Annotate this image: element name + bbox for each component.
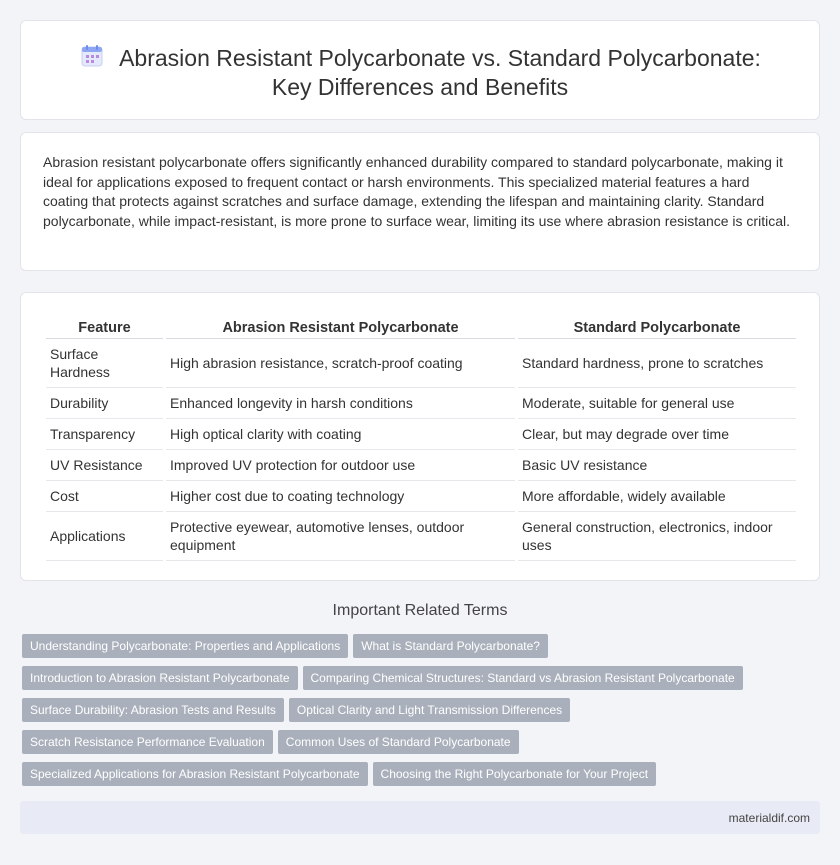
- document-calendar-icon: [79, 43, 105, 69]
- feature-cell: UV Resistance: [46, 450, 163, 481]
- standard-cell: More affordable, widely available: [518, 481, 796, 512]
- standard-cell: Basic UV resistance: [518, 450, 796, 481]
- related-term-tag[interactable]: Scratch Resistance Performance Evaluation: [22, 730, 273, 754]
- feature-cell: Cost: [46, 481, 163, 512]
- table-row: [46, 512, 796, 561]
- related-term-tag[interactable]: Specialized Applications for Abrasion Resistant Polycarbonate: [22, 762, 368, 786]
- abrasion-cell: Improved UV protection for outdoor use: [166, 450, 515, 481]
- table-row: [46, 481, 796, 512]
- tag-row: [22, 762, 802, 786]
- tag-row: [22, 730, 802, 754]
- intro-card: [20, 132, 820, 271]
- related-term-tag[interactable]: Comparing Chemical Structures: Standard vs Abrasion Resistant Polycarbonate: [303, 666, 743, 690]
- comparison-table: [43, 317, 799, 561]
- comparison-table-card: [20, 292, 820, 581]
- header-abrasion-resistant: Abrasion Resistant Polycarbonate: [166, 317, 515, 339]
- standard-cell: Standard hardness, prone to scratches: [518, 339, 796, 388]
- title-wrap: [61, 43, 779, 102]
- standard-cell: Clear, but may degrade over time: [518, 419, 796, 450]
- header-feature: Feature: [46, 317, 163, 339]
- tag-row: [22, 634, 802, 658]
- related-term-tag[interactable]: Common Uses of Standard Polycarbonate: [278, 730, 519, 754]
- standard-cell: General construction, electronics, indoor uses: [518, 512, 796, 561]
- abrasion-cell: Protective eyewear, automotive lenses, outdoor equipment: [166, 512, 515, 561]
- standard-cell: Moderate, suitable for general use: [518, 388, 796, 419]
- feature-cell: Durability: [46, 388, 163, 419]
- page-title-line1: Abrasion Resistant Polycarbonate vs. Standard Polycarbonate:: [119, 45, 761, 71]
- table-row: [46, 450, 796, 481]
- page-title-line2: Key Differences and Benefits: [271, 74, 569, 100]
- related-term-tag[interactable]: Introduction to Abrasion Resistant Polycarbonate: [22, 666, 298, 690]
- footer: [20, 801, 820, 834]
- related-terms-list: [22, 634, 802, 794]
- table-row: [46, 388, 796, 419]
- intro-paragraph: Abrasion resistant polycarbonate offers significantly enhanced durability compared to standard polycarbonate, making it ideal for applications exposed to frequent contact or harsh environments. This specialized material features a hard coating that protects against scratches and surface damage, extending the lifespan and maintaining clarity. Standard polycarbonate, while impact-resistant, is more prone to surface wear, limiting its use where abrasion resistance is critical.: [43, 154, 790, 229]
- abrasion-cell: High abrasion resistance, scratch-proof coating: [166, 339, 515, 388]
- page-title: [61, 43, 779, 102]
- abrasion-cell: Enhanced longevity in harsh conditions: [166, 388, 515, 419]
- footer-site-link[interactable]: materialdif.com: [728, 811, 810, 825]
- tag-row: [22, 698, 802, 722]
- table-row: [46, 419, 796, 450]
- table-header-row: [46, 317, 796, 339]
- feature-cell: Surface Hardness: [46, 339, 163, 388]
- abrasion-cell: Higher cost due to coating technology: [166, 481, 515, 512]
- table-row: [46, 339, 796, 388]
- tag-row: [22, 666, 802, 690]
- abrasion-cell: High optical clarity with coating: [166, 419, 515, 450]
- feature-cell: Transparency: [46, 419, 163, 450]
- related-term-tag[interactable]: Understanding Polycarbonate: Properties and Applications: [22, 634, 348, 658]
- related-term-tag[interactable]: What is Standard Polycarbonate?: [353, 634, 548, 658]
- related-term-tag[interactable]: Optical Clarity and Light Transmission Differences: [289, 698, 570, 722]
- related-term-tag[interactable]: Surface Durability: Abrasion Tests and Results: [22, 698, 284, 722]
- header-card: [20, 20, 820, 120]
- feature-cell: Applications: [46, 512, 163, 561]
- related-terms-title: Important Related Terms: [332, 602, 508, 619]
- header-standard: Standard Polycarbonate: [518, 317, 796, 339]
- related-term-tag[interactable]: Choosing the Right Polycarbonate for Your Project: [373, 762, 657, 786]
